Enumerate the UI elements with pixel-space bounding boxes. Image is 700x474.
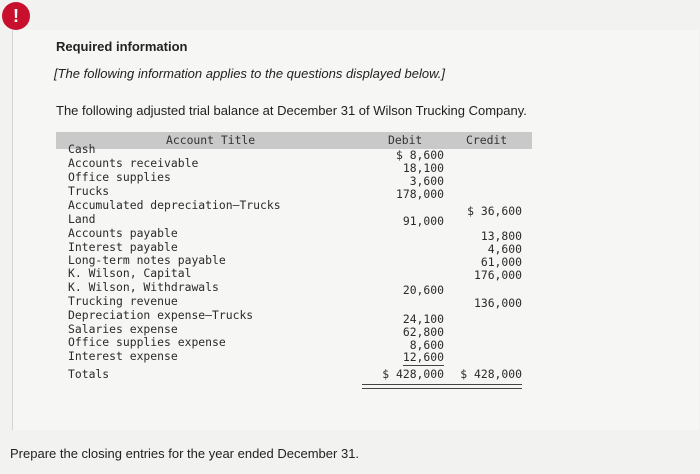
row-debit: 178,000: [395, 187, 444, 201]
instruction-note: [The following information applies to the questions displayed below.]: [54, 66, 445, 81]
alert-icon: !: [2, 2, 30, 30]
row-account: Accounts receivable: [68, 156, 199, 170]
row-account: Land: [68, 212, 96, 226]
row-debit: 62,800: [402, 325, 444, 339]
row-credit: $ 36,600: [467, 204, 522, 218]
required-information-heading: Required information: [56, 39, 188, 54]
row-account: Trucking revenue: [68, 294, 178, 308]
row-account: Interest payable: [68, 240, 178, 254]
row-credit: 136,000: [473, 296, 522, 310]
row-debit: 20,600: [402, 283, 444, 297]
row-account: Cash: [68, 142, 96, 156]
row-account: Long-term notes payable: [68, 253, 226, 267]
row-debit: $ 8,600: [395, 148, 444, 162]
row-debit: 18,100: [402, 161, 444, 175]
totals-credit: $ 428,000: [460, 367, 522, 381]
row-account: Interest expense: [68, 349, 178, 363]
row-account: K. Wilson, Withdrawals: [68, 280, 219, 294]
row-debit: 91,000: [402, 214, 444, 228]
row-account: Trucks: [68, 184, 110, 198]
row-account: Office supplies: [68, 170, 171, 184]
row-debit: 12,600: [402, 350, 444, 364]
row-credit: 4,600: [487, 242, 522, 256]
adjusted-trial-balance: [56, 130, 532, 390]
question-prompt: Prepare the closing entries for the year ended December 31.: [10, 446, 360, 461]
row-credit: 61,000: [480, 255, 522, 269]
intro-text: The following adjusted trial balance at December 31 of Wilson Trucking Company.: [56, 103, 527, 118]
row-account: Salaries expense: [68, 322, 178, 336]
row-account: Depreciation expense—Trucks: [68, 308, 254, 322]
row-account: Office supplies expense: [68, 335, 226, 349]
totals-double-underline: [362, 384, 522, 389]
totals-label: Totals: [68, 367, 110, 381]
table-header: [56, 132, 532, 149]
column-debit: Debit: [388, 133, 423, 147]
row-debit: 8,600: [409, 338, 444, 352]
row-account: K. Wilson, Capital: [68, 266, 192, 280]
row-credit: 176,000: [473, 268, 522, 282]
totals-debit: $ 428,000: [382, 367, 444, 381]
column-account-title: Account Title: [166, 133, 256, 147]
row-credit: 13,800: [480, 229, 522, 243]
row-debit: 24,100: [402, 312, 444, 326]
row-account: Accumulated depreciation—Trucks: [68, 198, 281, 212]
row-debit: 3,600: [409, 174, 444, 188]
column-credit: Credit: [466, 133, 508, 147]
row-account: Accounts payable: [68, 226, 178, 240]
